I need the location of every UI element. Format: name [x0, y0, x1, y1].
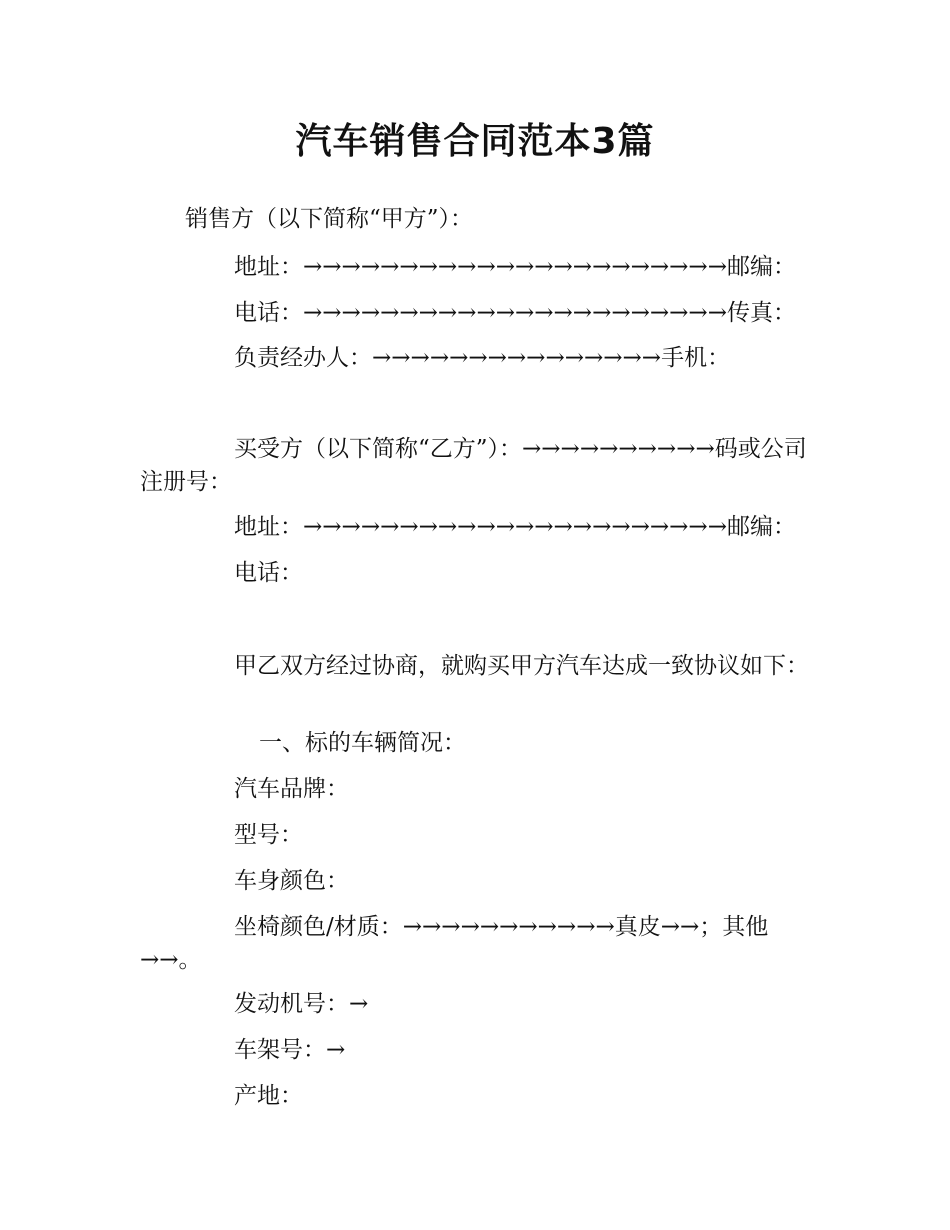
seller-phone-line: 电话：→→→→→→→→→→→→→→→→→→→→→→传真：: [234, 300, 796, 326]
body-color-line: 车身颜色：: [234, 868, 349, 894]
seat-text: 坐椅颜色/材质：→→→→→→→→→→→真皮→→；其他→→。: [140, 914, 769, 973]
buyer-heading-text: 买受方（以下简称“乙方”）：→→→→→→→→→→码或公司注册号：: [140, 436, 807, 495]
model-line: 型号：: [234, 822, 303, 848]
agreement-text: 甲乙双方经过协商，就购买甲方汽车达成一致协议如下：: [234, 653, 809, 679]
engine-no-line: 发动机号：→: [234, 991, 369, 1017]
seat-paragraph: [140, 911, 820, 977]
frame-no-line: 车架号：→: [234, 1037, 346, 1063]
brand-line: 汽车品牌：: [234, 776, 349, 802]
origin-line: 产地：: [234, 1083, 303, 1109]
buyer-heading: [140, 433, 820, 499]
seller-address-line: 地址：→→→→→→→→→→→→→→→→→→→→→→邮编：: [234, 254, 796, 280]
seller-agent-line: 负责经办人：→→→→→→→→→→→→→→→手机：: [234, 345, 731, 371]
section1-heading: 一、标的车辆简况：: [259, 730, 466, 756]
agreement-paragraph: [140, 650, 820, 683]
buyer-address-line: 地址：→→→→→→→→→→→→→→→→→→→→→→邮编：: [234, 514, 796, 540]
seller-heading: 销售方（以下简称“甲方”）：: [185, 206, 474, 232]
document-title: 汽车销售合同范本3篇: [295, 121, 655, 162]
buyer-phone-line: 电话：: [234, 560, 303, 586]
